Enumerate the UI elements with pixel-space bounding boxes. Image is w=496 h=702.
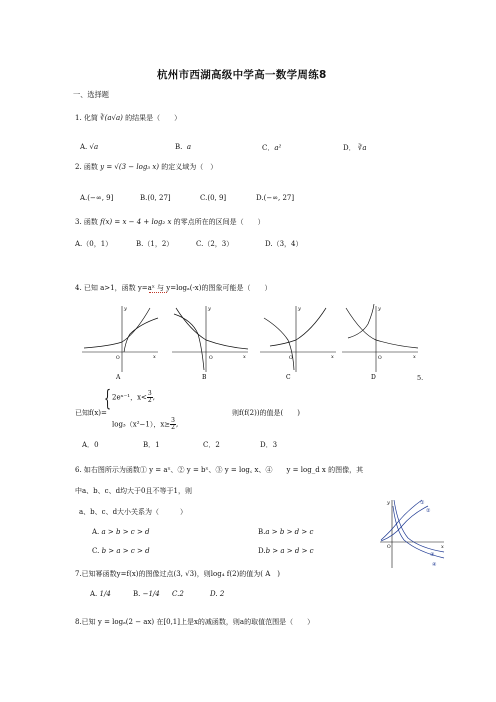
question-7: 7.已知幂函数y=f(x)的图像过点(3, √3)，则log₄ f(2)的值为( A ): [75, 570, 280, 578]
q4-graphs: [80, 300, 420, 380]
q3-option-d: D.（3，4）: [265, 240, 303, 248]
q5-option-d: D．3: [260, 441, 278, 449]
svg-text:y: y: [298, 306, 301, 312]
q5-number: 5.: [417, 374, 424, 382]
piecewise-brace: {: [104, 387, 111, 412]
svg-text:O: O: [378, 356, 382, 361]
q5-case-2: log₃（x²−1），x≥ $\frac{3}{2}$ ,: [112, 417, 179, 431]
graph-a: [82, 306, 158, 372]
curve-mark-2: ②: [426, 508, 431, 514]
q6-option-c: C. b > a > c > d: [92, 547, 150, 555]
graph-label-a: A: [116, 374, 121, 380]
svg-text:y: y: [124, 306, 127, 312]
q5-lead: 已知f(x)=: [75, 409, 107, 417]
q3-option-b: B.（1，2）: [136, 240, 174, 248]
q5-case-1: 2eˣ⁻¹，x< $\frac{3}{2}$ ,: [112, 390, 155, 404]
q1-option-c: C．a²: [262, 144, 282, 152]
svg-text:y: y: [378, 306, 381, 312]
svg-text:x: x: [331, 354, 334, 360]
svg-text:x: x: [243, 354, 246, 360]
q3-expression: f(x) = x − 4 + log₂ x: [100, 218, 172, 226]
svg-text:O: O: [289, 356, 293, 361]
page-title: 杭州市西湖高级中学高一数学周练8: [157, 69, 327, 81]
q1-expression: ∛(a√a): [100, 114, 123, 122]
q5-option-b: B．1: [143, 441, 160, 449]
graph-d: [342, 304, 418, 372]
svg-text:x: x: [413, 354, 416, 360]
q1-stem-suffix: 的结果是（ ）: [125, 114, 182, 122]
curve-mark-3: ③: [430, 552, 435, 558]
q2-option-d: D.(−∞, 27]: [256, 194, 295, 202]
svg-text:x: x: [441, 544, 444, 550]
graph-c: [260, 306, 336, 372]
q1-option-d: D． ∛a: [343, 144, 367, 152]
q2-stem-suffix: 的定义域为（ ）: [161, 163, 218, 171]
q2-option-c: C.(0, 9]: [200, 194, 227, 202]
q6-option-a: A. a > b > c > d: [92, 528, 150, 536]
question-2: [75, 162, 217, 172]
svg-text:y: y: [387, 500, 390, 506]
q3-option-a: A.（0，1）: [75, 240, 113, 248]
q7-option-b: B. −1/4: [133, 590, 160, 598]
svg-text:O: O: [387, 545, 391, 550]
q2-option-b: B.(0, 27]: [140, 194, 171, 202]
q3-option-c: C.（2，3）: [196, 240, 234, 248]
graph-label-d: D: [371, 374, 376, 380]
q6-option-d: D.b > a > d > c: [258, 547, 314, 555]
graph-b: [172, 306, 248, 372]
graph-label-b: B: [202, 374, 207, 380]
question-6-line-1: 6. 如右图所示为函数① y = aˣ、② y = bˣ、③ y = log꜀ x、④ y = log_d x 的图像，其: [75, 466, 364, 474]
q7-option-a: A. 1/4: [90, 590, 111, 598]
q5-option-c: C．2: [203, 441, 220, 449]
q6-option-b: B.a > b > d > c: [258, 528, 314, 536]
q3-stem-prefix: 3. 函数: [75, 218, 98, 226]
question-3: [75, 217, 265, 227]
svg-text:O: O: [209, 356, 213, 361]
q7-option-d: D. 2: [210, 590, 225, 598]
graph-label-c: C: [286, 374, 291, 380]
q1-stem-prefix: 1. 化简: [75, 114, 98, 122]
red-underline-mark: [149, 292, 167, 293]
curve-mark-1: ①: [420, 500, 425, 506]
q1-option-a: A. √a: [80, 143, 99, 151]
svg-text:O: O: [116, 356, 120, 361]
question-6-line-2: 中a、b、c、d均大于0且不等于1，则: [75, 487, 192, 495]
curve-mark-4: ④: [432, 562, 437, 568]
q5-stem-suffix: 则f(f(2))的值是( ): [232, 409, 301, 417]
svg-text:y: y: [208, 306, 211, 312]
svg-text:x: x: [153, 354, 156, 360]
q2-expression: y = √(3 − log₃ x): [100, 163, 160, 171]
q2-stem-prefix: 2. 函数: [75, 163, 98, 171]
section-heading: 一、选择题: [73, 90, 109, 99]
q6-graph: [378, 496, 448, 572]
q7-option-c: C.2: [172, 590, 184, 598]
q2-option-a: A.(−∞, 9]: [80, 194, 114, 202]
question-8: 8.已知 y = logₐ(2 − ax) 在[0,1]上是x的减函数，则a的取值范围是（ ）: [75, 618, 315, 626]
q1-option-b: B. a: [175, 143, 192, 151]
question-6-line-3: a、b、c、d大小关系为（ ）: [79, 508, 188, 516]
question-4: 4. 已知 a>1，函数 y=aˣ 与 y=logₐ(-x)的图象可能是（ ）: [75, 284, 272, 292]
question-1: [75, 113, 181, 123]
q3-stem-suffix: 的零点所在的区间是（ ）: [173, 218, 265, 226]
q5-option-a: A．0: [82, 441, 99, 449]
